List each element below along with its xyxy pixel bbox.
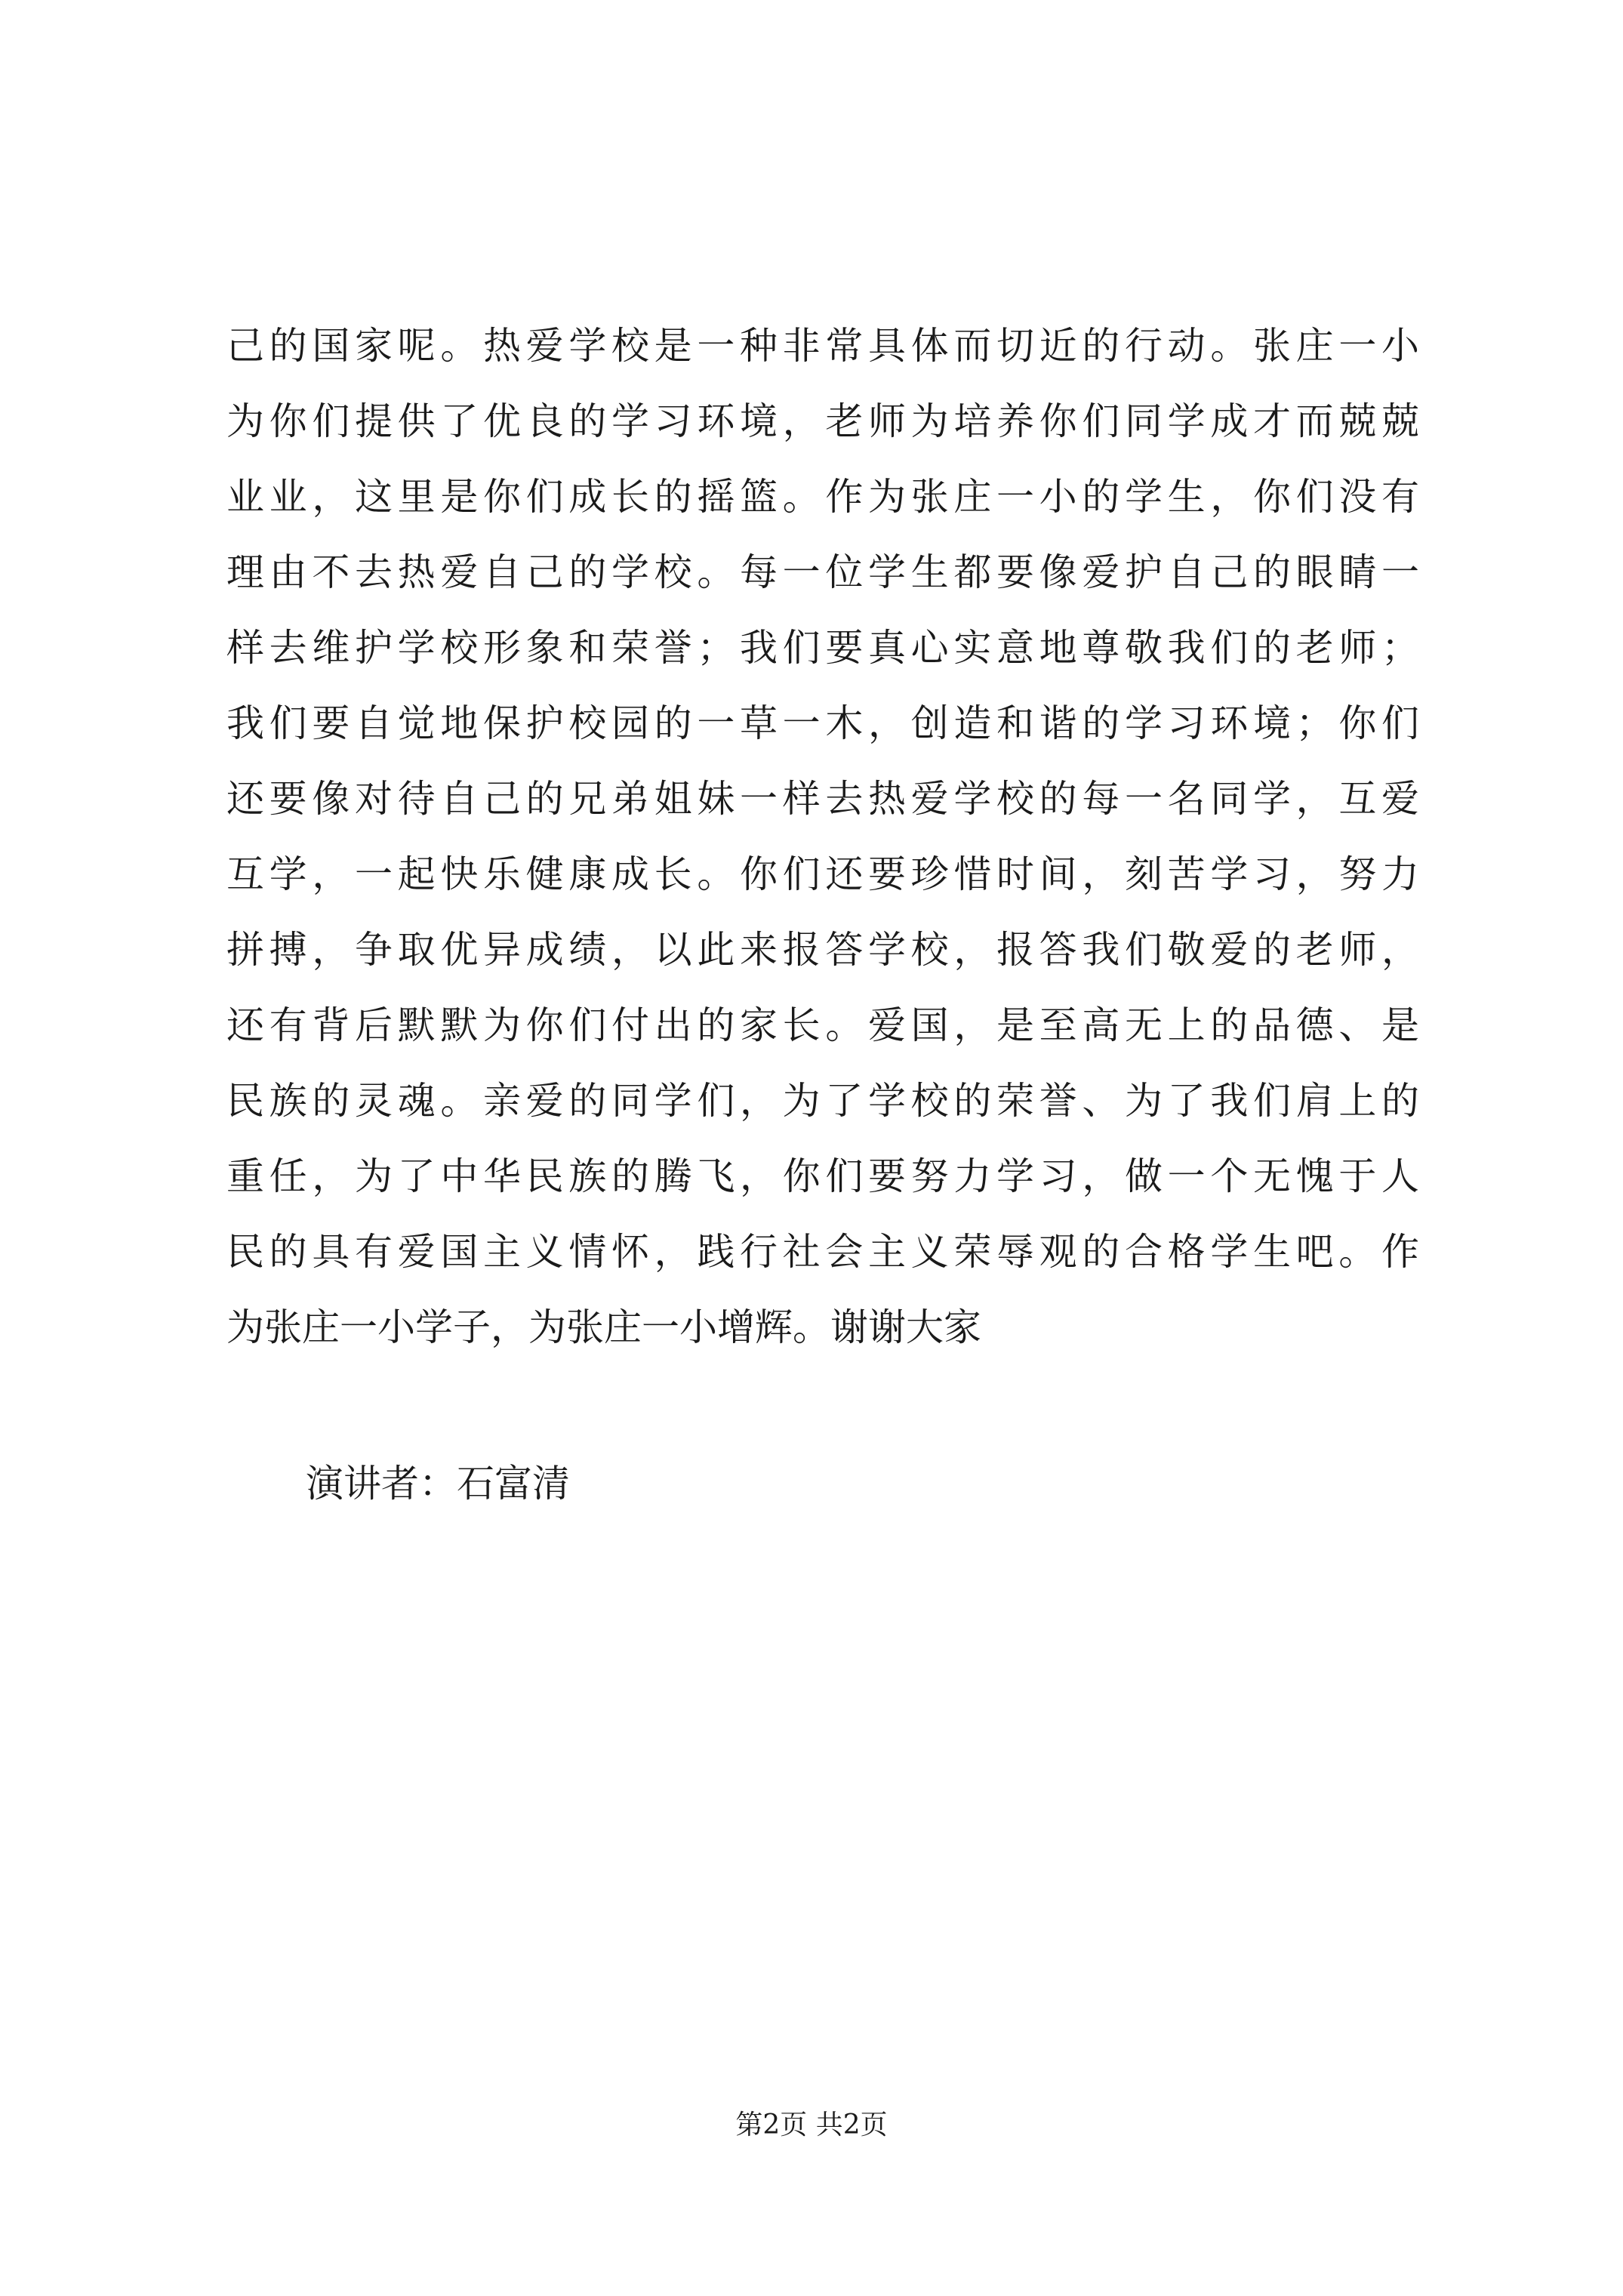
body-line-8: 互学，一起快乐健康成长。你们还要珍惜时间，刻苦学习，努力 (226, 852, 1419, 896)
body-line-10: 还有背后默默为你们付出的家长。爱国，是至高无上的品德、是 (226, 1003, 1419, 1047)
body-line-9: 拼搏，争取优异成绩，以此来报答学校，报答我们敬爱的老师， (226, 928, 1419, 972)
body-line-5: 样去维护学校形象和荣誉；我们要真心实意地尊敬我们的老师； (226, 626, 1419, 670)
speaker-signature: 演讲者：石富清 (306, 1462, 570, 1505)
body-line-11: 民族的灵魂。亲爱的同学们，为了学校的荣誉、为了我们肩上的 (226, 1079, 1419, 1123)
body-line-4: 理由不去热爱自己的学校。每一位学生都要像爱护自己的眼睛一 (226, 550, 1419, 594)
page-number-footer: 第2页 共2页 (735, 2110, 888, 2140)
speech-body (226, 308, 1419, 1365)
body-line-2: 为你们提供了优良的学习环境，老师为培养你们同学成才而兢兢 (226, 399, 1419, 443)
body-line-7: 还要像对待自己的兄弟姐妹一样去热爱学校的每一名同学，互爱 (226, 777, 1419, 821)
body-line-13: 民的具有爱国主义情怀，践行社会主义荣辱观的合格学生吧。作 (226, 1230, 1419, 1274)
body-line-1: 己的国家呢。热爱学校是一种非常具体而切近的行动。张庄一小 (226, 324, 1419, 368)
body-line-6: 我们要自觉地保护校园的一草一木，创造和谐的学习环境；你们 (226, 701, 1419, 745)
body-line-14: 为张庄一小学子，为张庄一小增辉。谢谢大家 (226, 1305, 981, 1349)
body-line-12: 重任，为了中华民族的腾飞，你们要努力学习，做一个无愧于人 (226, 1154, 1419, 1198)
body-line-3: 业业，这里是你们成长的摇篮。作为张庄一小的学生，你们没有 (226, 475, 1419, 519)
